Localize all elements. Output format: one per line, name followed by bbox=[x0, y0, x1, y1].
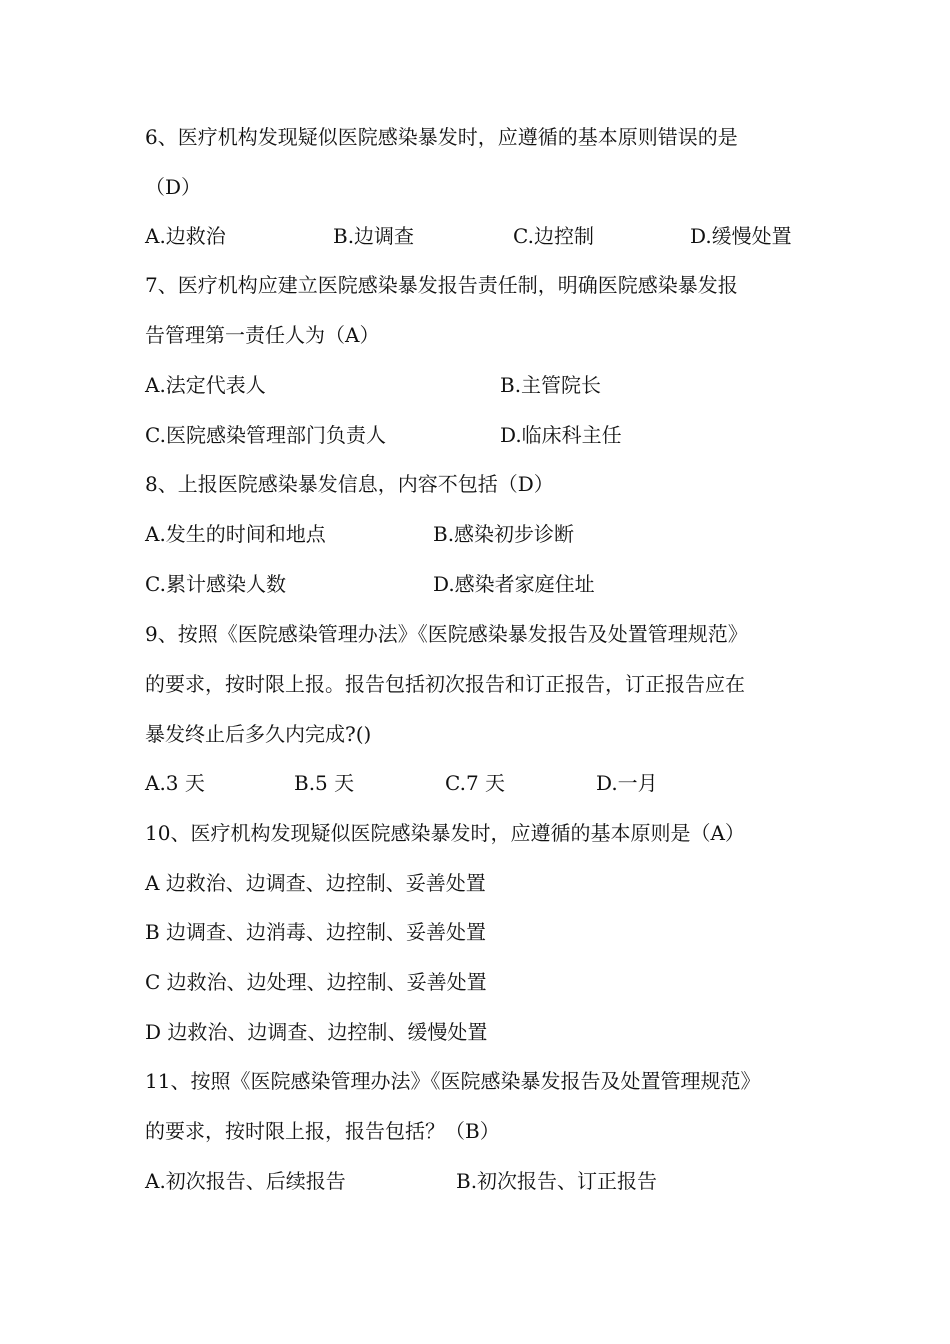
q9-option-c: C.7 天 bbox=[445, 771, 506, 795]
q8-option-b: B.感染初步诊断 bbox=[433, 522, 575, 546]
q11-option-a: A.初次报告、后续报告 bbox=[145, 1169, 346, 1193]
q10-stem-line1: 10、医疗机构发现疑似医院感染暴发时，应遵循的基本原则是（A） bbox=[145, 821, 745, 845]
q9-stem-line1: 9、按照《医院感染管理办法》《医院感染暴发报告及处置管理规范》 bbox=[145, 622, 748, 646]
q10-option-c: C 边救治、边处理、边控制、妥善处置 bbox=[145, 970, 487, 994]
q7-stem-line2: 告管理第一责任人为（A） bbox=[145, 323, 380, 347]
q9-stem-line2: 的要求，按时限上报。报告包括初次报告和订正报告，订正报告应在 bbox=[145, 672, 745, 696]
q9-option-b: B.5 天 bbox=[294, 771, 355, 795]
q8-stem-line1: 8、上报医院感染暴发信息，内容不包括（D） bbox=[145, 472, 554, 496]
q10-option-b: B 边调查、边消毒、边控制、妥善处置 bbox=[145, 920, 487, 944]
q6-option-b: B.边调查 bbox=[333, 224, 415, 248]
q6-stem-line2: （D） bbox=[145, 175, 202, 199]
q10-option-a: A 边救治、边调查、边控制、妥善处置 bbox=[145, 871, 486, 895]
q6-option-c: C.边控制 bbox=[513, 224, 594, 248]
q7-option-a: A.法定代表人 bbox=[145, 373, 266, 397]
q7-stem-line1: 7、医疗机构应建立医院感染暴发报告责任制，明确医院感染暴发报 bbox=[145, 273, 738, 297]
q7-option-d: D.临床科主任 bbox=[500, 423, 622, 447]
q10-option-d: D 边救治、边调查、边控制、缓慢处置 bbox=[145, 1020, 488, 1044]
q9-option-a: A.3 天 bbox=[145, 771, 205, 795]
q8-option-d: D.感染者家庭住址 bbox=[433, 572, 595, 596]
q6-option-d: D.缓慢处置 bbox=[690, 224, 792, 248]
q11-stem-line2: 的要求，按时限上报，报告包括？（B） bbox=[145, 1119, 500, 1143]
q11-option-b: B.初次报告、订正报告 bbox=[456, 1169, 658, 1193]
q6-stem-line1: 6、医疗机构发现疑似医院感染暴发时，应遵循的基本原则错误的是 bbox=[145, 125, 738, 149]
q8-option-c: C.累计感染人数 bbox=[145, 572, 286, 596]
q11-stem-line1: 11、按照《医院感染管理办法》《医院感染暴发报告及处置管理规范》 bbox=[145, 1069, 761, 1093]
q7-option-c: C.医院感染管理部门负责人 bbox=[145, 423, 386, 447]
q8-option-a: A.发生的时间和地点 bbox=[145, 522, 326, 546]
q9-option-d: D.一月 bbox=[596, 771, 658, 795]
q7-option-b: B.主管院长 bbox=[500, 373, 602, 397]
q9-stem-line3: 暴发终止后多久内完成?() bbox=[145, 722, 372, 746]
q6-option-a: A.边救治 bbox=[145, 224, 226, 248]
